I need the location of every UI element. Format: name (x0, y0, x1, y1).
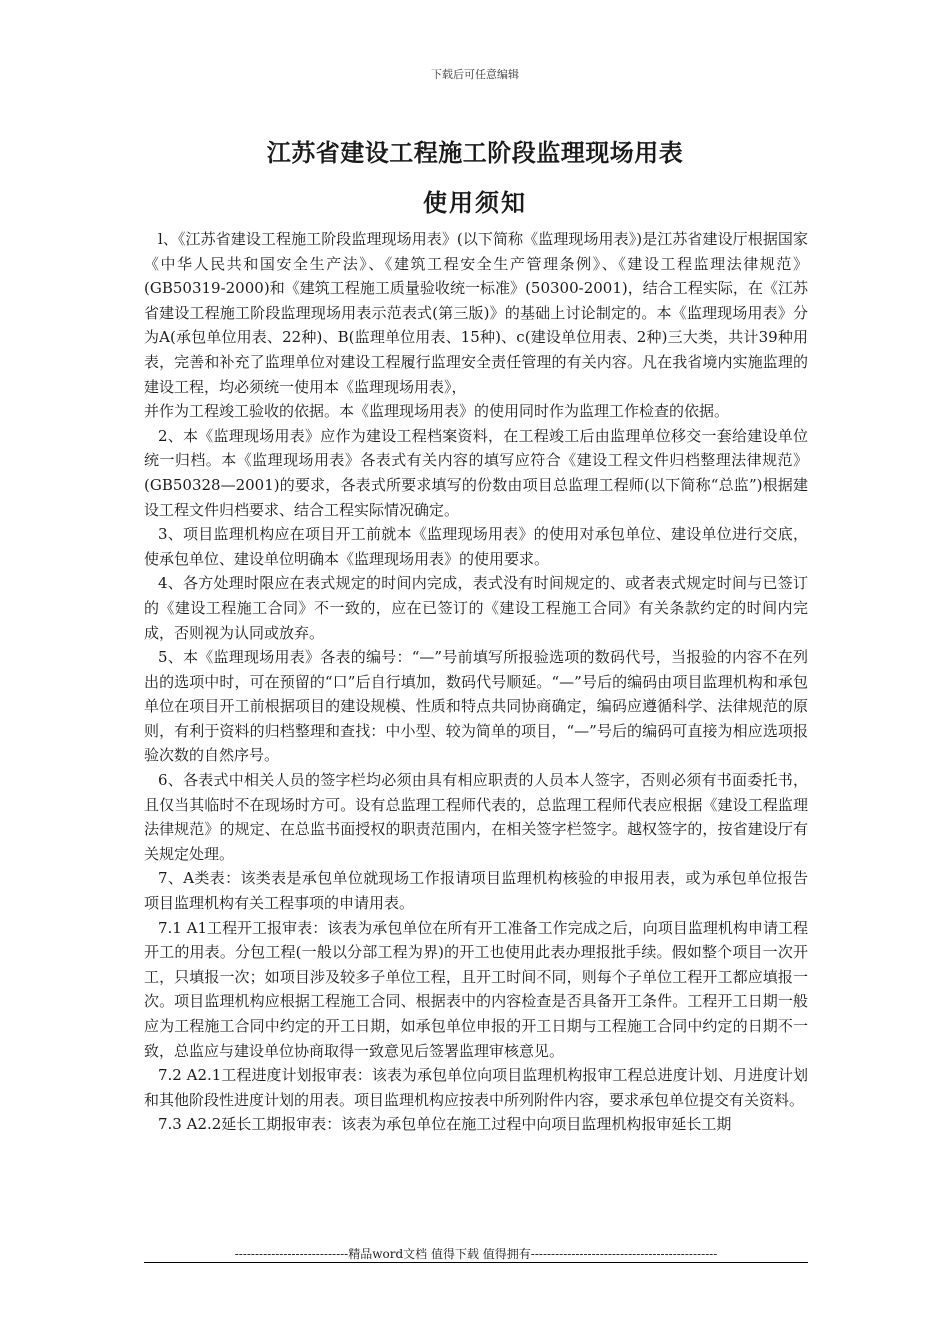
paragraph-5: 5、本《监理现场用表》各表的编号：“—”号前填写所报验选项的数码代号，当报验的内容不在列出的选项中时，可在预留的“口”后自行填加，数码代号顺延。“—”号后的编码由项目监理机构和承包单位在项目开工前根据项目的建设规模、性质和特点共同协商确定，编码应遵循科学、法律规范的原则，有利于资料的归档整理和查找：中小型、较为简单的项目，“—”号后的编码可直接为相应选项报验次数的自然序号。 (144, 648, 808, 765)
document-body (144, 227, 808, 1137)
document-title: 江苏省建设工程施工阶段监理现场用表 (266, 139, 684, 167)
document-subtitle: 使用须知 (423, 189, 527, 217)
paragraph-6: 6、各表式中相关人员的签字栏均必须由具有相应职责的人员本人签字，否则必须有书面委托书，且仅当其临时不在现场时方可。设有总监理工程师代表的，总监理工程师代表应根据《建设工程监理法律规范》的规定、在总监书面授权的职责范围内，在相关签字栏签字。越权签字的，按省建设厅有关规定处理。 (144, 771, 808, 863)
paragraph-1-continuation: 并作为工程竣工验收的依据。本《监理现场用表》的使用同时作为监理工作检查的依据。 (144, 402, 730, 421)
paragraph-3: 3、项目监理机构应在项目开工前就本《监理现场用表》的使用对承包单位、建设单位进行交底，使承包单位、建设单位明确本《监理现场用表》的使用要求。 (144, 525, 808, 568)
paragraph-7-3: 7.3 A2.2延长工期报审表：该表为承包单位在施工过程中向项目监理机构报审延长工期 (158, 1115, 732, 1134)
paragraph-1: l、《江苏省建设工程施工阶段监理现场用表》(以下简称《监理现场用表》)是江苏省建设厅根据国家《中华人民共和国安全生产法》、《建筑工程安全生产管理条例》、《建设工程监理法律规范》(GB50319-2000)和《建筑工程施工质量验收统一标准》(50300-2001)，结合工程实际，在《江苏省建设工程施工阶段监理现场用表示范表式(第三版)》的基础上讨论制定的。本《监理现场用表》分为A(承包单位用表、22种)、B(监理单位用表、15种)、c(建设单位用表、2种)三大类，共计39种用表，完善和补充了监理单位对建设工程履行监理安全责任管理的有关内容。凡在我省境内实施监理的建设工程，均必须统一使用本《监理现场用表》， (144, 230, 808, 396)
footer-divider (144, 1262, 808, 1263)
paragraph-4: 4、各方处理时限应在表式规定的时间内完成，表式没有时间规定的、或者表式规定时间与已签订的《建设工程施工合同》不一致的，应在已签订的《建设工程施工合同》有关条款约定的时间内完成，否则视为认同或放弃。 (144, 574, 808, 642)
paragraph-7-2: 7.2 A2.1工程进度计划报审表：该表为承包单位向项目监理机构报审工程总进度计划、月进度计划和其他阶段性进度计划的用表。项目监理机构应按表中所列附件内容，要求承包单位提交有关资料。 (144, 1066, 808, 1109)
page-header-note: 下载后可任意编辑 (431, 68, 519, 81)
page-footer-text: ----------------------------精品word文档 值得下载 值得拥有---------------------------------------------- (234, 1247, 718, 1261)
paragraph-2: 2、本《监理现场用表》应作为建设工程档案资料，在工程竣工后由监理单位移交一套给建设单位统一归档。本《监理现场用表》各表式有关内容的填写应符合《建设工程文件归档整理法律规范》(GB50328—2001)的要求，各表式所要求填写的份数由项目总监理工程师(以下简称“总监”)根据建设工程文件归档要求、结合工程实际情况确定。 (144, 426, 808, 519)
paragraph-7-1: 7.1 A1工程开工报审表：该表为承包单位在所有开工准备工作完成之后，向项目监理机构申请工程开工的用表。分包工程(一般以分部工程为界)的开工也使用此表办理报批手续。假如整个项目一次开工，只填报一次；如项目涉及较多子单位工程，且开工时间不同，则每个子单位工程开工都应填报一次。项目监理机构应根据工程施工合同、根据表中的内容检查是否具备开工条件。工程开工日期一般应为工程施工合同中约定的开工日期，如承包单位申报的开工日期与工程施工合同中约定的日期不一致，总监应与建设单位协商取得一致意见后签署监理审核意见。 (144, 918, 808, 1060)
paragraph-7: 7、A类表：该类表是承包单位就现场工作报请项目监理机构核验的申报用表，或为承包单位报告项目监理机构有关工程事项的申请用表。 (144, 869, 808, 913)
